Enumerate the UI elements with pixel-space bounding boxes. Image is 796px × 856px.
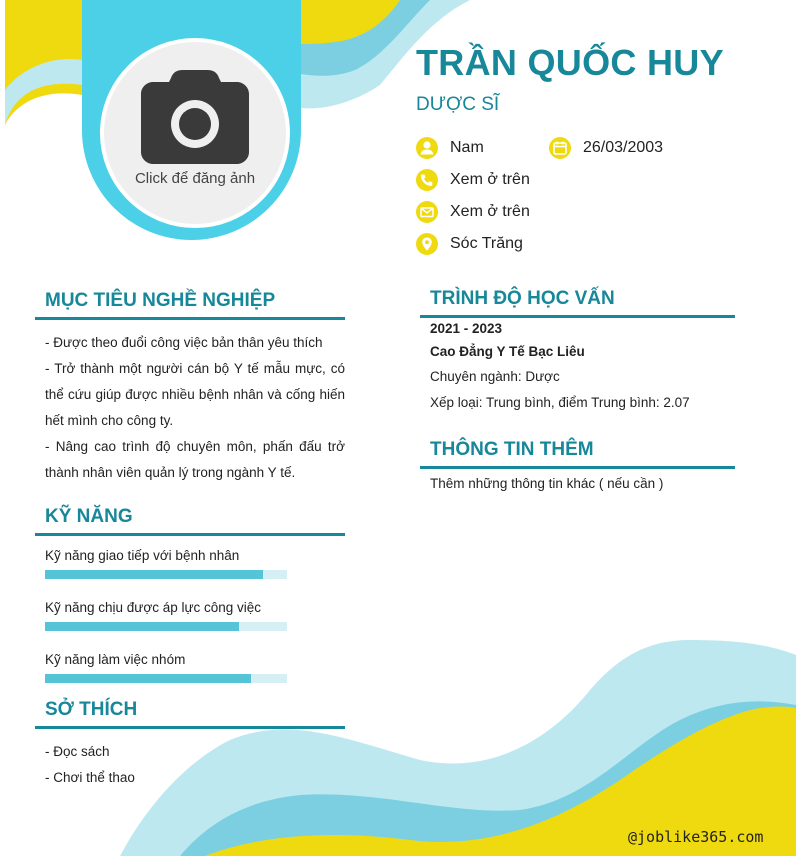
birthdate-value: 26/03/2003 xyxy=(583,139,664,156)
address-value: Sóc Trăng xyxy=(450,235,523,252)
candidate-position: DƯỢC SĨ xyxy=(416,94,500,115)
hobbies-section xyxy=(35,699,345,791)
hobbies-body xyxy=(35,729,345,791)
gender-row xyxy=(416,137,484,159)
location-icon xyxy=(416,233,438,255)
education-body xyxy=(420,318,735,416)
email-value: Xem ở trên xyxy=(450,203,530,220)
skills-title: KỸ NĂNG xyxy=(35,506,345,536)
skill-fill xyxy=(45,622,239,631)
hobby-item: - Chơi thể thao xyxy=(45,770,135,785)
extra-section xyxy=(420,439,735,493)
objective-item: - Trở thành một người cán bộ Y tế mẫu mực, có thể cứu giúp được nhiều bệnh nhân và cống hiến hết mình cho công ty. xyxy=(45,361,345,428)
education-title: TRÌNH ĐỘ HỌC VẤN xyxy=(420,288,735,318)
objective-body xyxy=(35,320,345,486)
watermark: @joblike365.com xyxy=(628,828,764,846)
mail-icon xyxy=(416,201,438,223)
skill-bar xyxy=(45,622,287,631)
education-grade: Xếp loại: Trung bình, điểm Trung bình: 2.07 xyxy=(430,395,690,410)
skill-name: Kỹ năng giao tiếp với bệnh nhân xyxy=(45,548,240,563)
hobbies-title: SỞ THÍCH xyxy=(35,699,345,729)
skill-bar xyxy=(45,674,287,683)
skills-section xyxy=(35,506,345,683)
email-row xyxy=(416,201,530,223)
education-section xyxy=(420,288,735,416)
hobby-item: - Đọc sách xyxy=(45,744,110,759)
address-row xyxy=(416,233,523,255)
skill-item xyxy=(35,548,345,579)
skill-item xyxy=(35,652,345,683)
skill-fill xyxy=(45,570,263,579)
skill-item xyxy=(35,600,345,631)
objective-item: - Được theo đuổi công việc bản thân yêu thích xyxy=(45,335,323,350)
calendar-icon xyxy=(549,137,571,159)
phone-row xyxy=(416,169,530,191)
camera-icon xyxy=(141,70,249,164)
education-school: Cao Đẳng Y Tế Bạc Liêu xyxy=(430,344,585,359)
skill-name: Kỹ năng làm việc nhóm xyxy=(45,652,186,667)
skill-fill xyxy=(45,674,251,683)
photo-hint: Click để đăng ảnh xyxy=(134,170,256,187)
phone-value: Xem ở trên xyxy=(450,171,530,188)
skill-name: Kỹ năng chịu được áp lực công việc xyxy=(45,600,262,615)
phone-icon xyxy=(416,169,438,191)
objective-item: - Nâng cao trình độ chuyên môn, phấn đấu trở thành nhân viên quản lý trong ngành Y tế. xyxy=(45,439,345,480)
extra-title: THÔNG TIN THÊM xyxy=(420,439,735,469)
extra-text: Thêm những thông tin khác ( nếu cần ) xyxy=(430,476,664,491)
education-major: Chuyên ngành: Dược xyxy=(430,369,560,384)
photo-upload[interactable] xyxy=(100,38,290,228)
gender-value: Nam xyxy=(450,139,484,156)
candidate-name: TRẦN QUỐC HUY xyxy=(416,42,724,83)
objective-title: MỤC TIÊU NGHỀ NGHIỆP xyxy=(35,290,345,320)
skill-bar xyxy=(45,570,287,579)
user-icon xyxy=(416,137,438,159)
objective-section xyxy=(35,290,345,486)
education-period: 2021 - 2023 xyxy=(430,321,503,336)
birthdate-row xyxy=(549,137,663,159)
